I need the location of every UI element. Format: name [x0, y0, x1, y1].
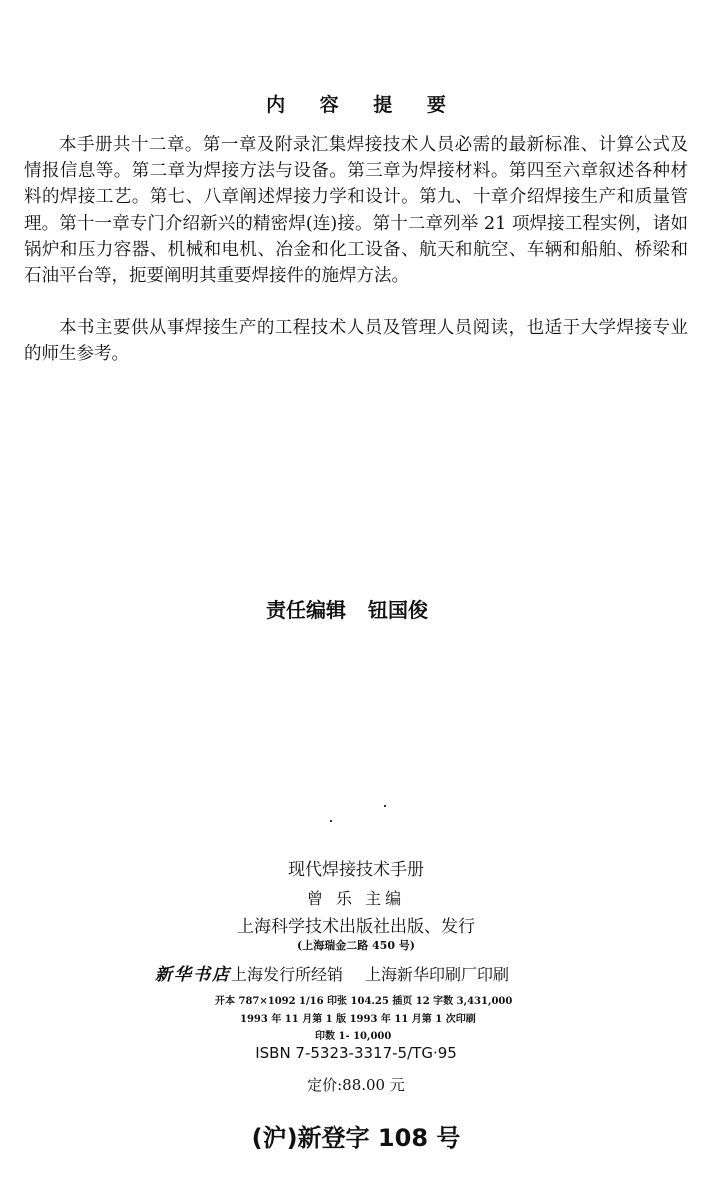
chief-editor: 曾 乐 主编: [306, 889, 406, 908]
price: 定价:88.00 元: [307, 1076, 405, 1094]
book-title: 现代焊接技术手册: [288, 860, 424, 880]
distributor: 上海发行所经销: [231, 965, 344, 984]
publisher-address: (上海瑞金二路 450 号): [296, 939, 416, 952]
distribution-line: [155, 960, 509, 985]
print-speck: [330, 820, 332, 822]
printer: 上海新华印刷厂印刷: [365, 965, 510, 984]
registration-number: (沪)新登字 108 号: [251, 1124, 461, 1152]
format-specs: 开本 787×1092 1/16 印张 104.25 插页 12 字数 3,431,000: [215, 996, 513, 1007]
publisher: 上海科学技术出版社出版、发行: [237, 917, 475, 937]
print-speck: [384, 805, 386, 807]
isbn: ISBN 7-5323-3317-5/TG·95: [255, 1044, 457, 1062]
responsible-editor: [266, 594, 428, 623]
summary-heading: 内 容 提 要: [266, 94, 460, 116]
summary-paragraph-2: 本书主要供从事焊接生产的工程技术人员及管理人员阅读，也适于大学焊接专业的师生参考。: [24, 318, 688, 365]
editor-name: 钮国俊: [368, 598, 428, 622]
editor-label: 责任编辑: [266, 598, 346, 622]
print-count: 印数 1- 10,000: [315, 1031, 392, 1042]
distributor-brand: 新华书店: [155, 965, 231, 985]
summary-paragraph-1: 本手册共十二章。第一章及附录汇集焊接技术人员必需的最新标准、计算公式及情报信息等。第二章为焊接方法与设备。第三章为焊接材料。第四至六章叙述各种材料的焊接工艺。第七、八章阐述焊接力学和设计。第九、十章介绍焊接生产和质量管理。第十一章专门介绍新兴的精密焊(连)接。第十二章列举 21 项焊接工程实例，诸如锅炉和压力容器、机械和电机、冶金和化工设备、航天和航空、车辆和船舶、桥梁和石油平台等，扼要阐明其重要焊接件的施焊方法。: [24, 135, 688, 287]
edition-dates: 1993 年 11 月第 1 版 1993 年 11 月第 1 次印刷: [240, 1014, 476, 1025]
